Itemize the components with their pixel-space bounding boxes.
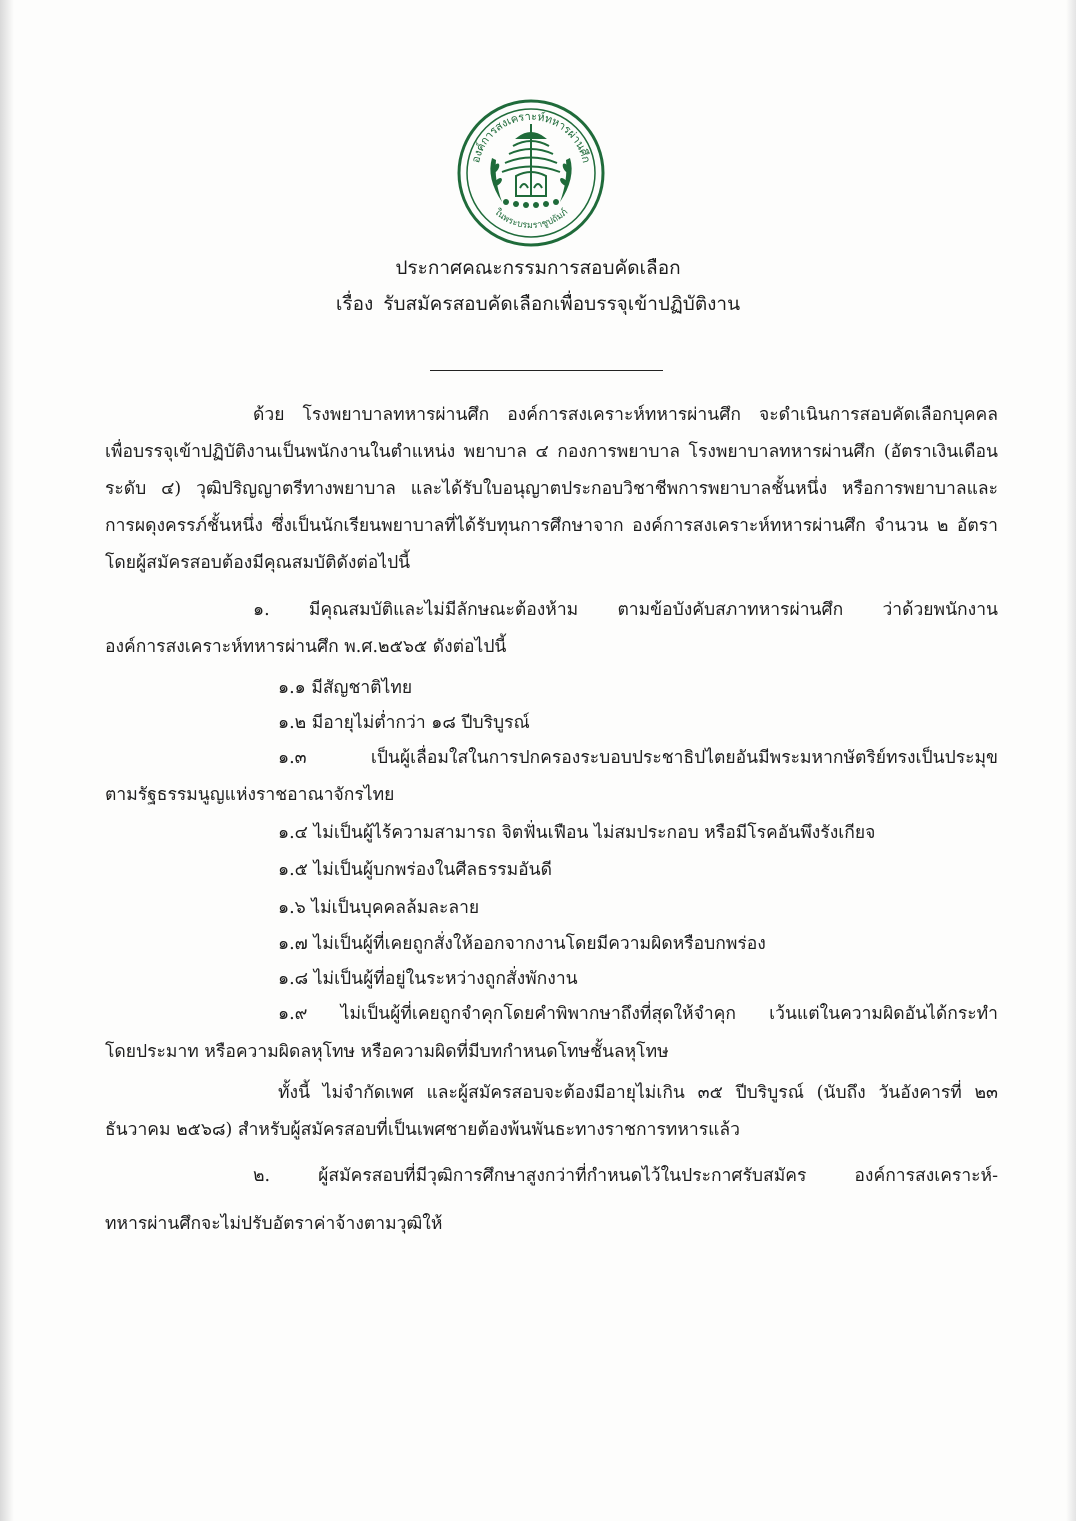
item-1-8: ๑.๘ ไม่เป็นผู้ที่อยู่ในระหว่างถูกสั่งพักงาน — [278, 969, 578, 989]
seal-text-bottom: ในพระบรมราชูปถัมภ์ — [491, 207, 571, 231]
item-1-2: ๑.๒ มีอายุไม่ต่ำกว่า ๑๘ ปีบริบูรณ์ — [278, 713, 530, 733]
intro-line-4: การผดุงครรภ์ชั้นหนึ่ง ซึ่งเป็นนักเรียนพยาบาลที่ได้รับทุนการศึกษาจาก องค์การสงเคราะห์ทหารผ่านศึก จำนวน ๒ อัตรา — [105, 516, 998, 536]
item-1-3-line-1: ๑.๓ เป็นผู้เลื่อมใสในการปกครองระบอบประชาธิปไตยอันมีพระมหากษัตริย์ทรงเป็นประมุข — [278, 748, 998, 768]
scan-edge-left — [0, 0, 14, 1521]
item-1-5: ๑.๕ ไม่เป็นผู้บกพร่องในศีลธรรมอันดี — [278, 860, 553, 880]
seal-text-top: องค์การสงเคราะห์ทหารผ่านศึก — [469, 109, 593, 165]
intro-line-5: โดยผู้สมัครสอบต้องมีคุณสมบัติดังต่อไปนี้ — [105, 553, 411, 573]
note-line-1: ทั้งนี้ ไม่จำกัดเพศ และผู้สมัครสอบจะต้องมีอายุไม่เกิน ๓๕ ปีบริบูรณ์ (นับถึง วันอังคารที่ ๒๓ — [278, 1083, 998, 1103]
section2-line-1: ๒. ผู้สมัครสอบที่มีวุฒิการศึกษาสูงกว่าที่กำหนดไว้ในประกาศรับสมัคร องค์การสงเคราะห์- — [253, 1166, 998, 1186]
svg-text:ในพระบรมราชูปถัมภ์ — [492, 206, 570, 231]
subject-text: รับสมัครสอบคัดเลือกเพื่อบรรจุเข้าปฏิบัติงาน — [383, 293, 741, 315]
announcement-title: ประกาศคณะกรรมการสอบคัดเลือก — [395, 257, 681, 279]
announcement-subject — [0, 290, 1076, 318]
item-1-9-line-2: โดยประมาท หรือความผิดลหุโทษ หรือความผิดที่มีบทกำหนดโทษชั้นลหุโทษ — [105, 1042, 669, 1062]
item-1-9-line-1: ๑.๙ ไม่เป็นผู้ที่เคยถูกจำคุกโดยคำพิพากษาถึงที่สุดให้จำคุก เว้นแต่ในความผิดอันได้กระทำ — [278, 1004, 998, 1024]
item-1-6: ๑.๖ ไม่เป็นบุคคลล้มละลาย — [278, 898, 480, 918]
intro-line-3: ระดับ ๔) วุฒิปริญญาตรีทางพยาบาล และได้รับใบอนุญาตประกอบวิชาชีพการพยาบาลชั้นหนึ่ง หรือการพยาบาลและ — [105, 479, 998, 499]
section1-line-1: ๑. มีคุณสมบัติและไม่มีลักษณะต้องห้าม ตามข้อบังคับสภาทหารผ่านศึก ว่าด้วยพนักงาน — [253, 600, 998, 620]
heading-divider — [430, 370, 663, 371]
intro-line-1: ด้วย โรงพยาบาลทหารผ่านศึก องค์การสงเคราะห์ทหารผ่านศึก จะดำเนินการสอบคัดเลือกบุคคล — [253, 405, 998, 425]
item-1-7: ๑.๗ ไม่เป็นผู้ที่เคยถูกสั่งให้ออกจากงานโดยมีความผิดหรือบกพร่อง — [278, 934, 766, 954]
subject-label: เรื่อง — [335, 293, 374, 315]
intro-line-2: เพื่อบรรจุเข้าปฏิบัติงานเป็นพนักงานในตำแหน่ง พยาบาล ๔ กองการพยาบาล โรงพยาบาลทหารผ่านศึก (อัตราเงินเดือน — [105, 442, 998, 462]
section1-line-2: องค์การสงเคราะห์ทหารผ่านศึก พ.ศ.๒๕๖๕ ดังต่อไปนี้ — [105, 637, 507, 657]
item-1-1: ๑.๑ มีสัญชาติไทย — [278, 678, 413, 698]
section2-line-2: ทหารผ่านศึกจะไม่ปรับอัตราค่าจ้างตามวุฒิให้ — [105, 1214, 443, 1234]
scan-edge-right — [1066, 0, 1076, 1521]
item-1-4: ๑.๔ ไม่เป็นผู้ไร้ความสามารถ จิตฟั่นเฟือน ไม่สมประกอบ หรือมีโรคอันพึงรังเกียจ — [278, 823, 876, 843]
veterans-organization-seal-icon — [456, 98, 606, 248]
item-1-3-line-2: ตามรัฐธรรมนูญแห่งราชอาณาจักรไทย — [105, 785, 395, 805]
note-line-2: ธันวาคม ๒๕๖๘) สำหรับผู้สมัครสอบที่เป็นเพศชายต้องพ้นพันธะทางราชการทหารแล้ว — [105, 1120, 740, 1140]
